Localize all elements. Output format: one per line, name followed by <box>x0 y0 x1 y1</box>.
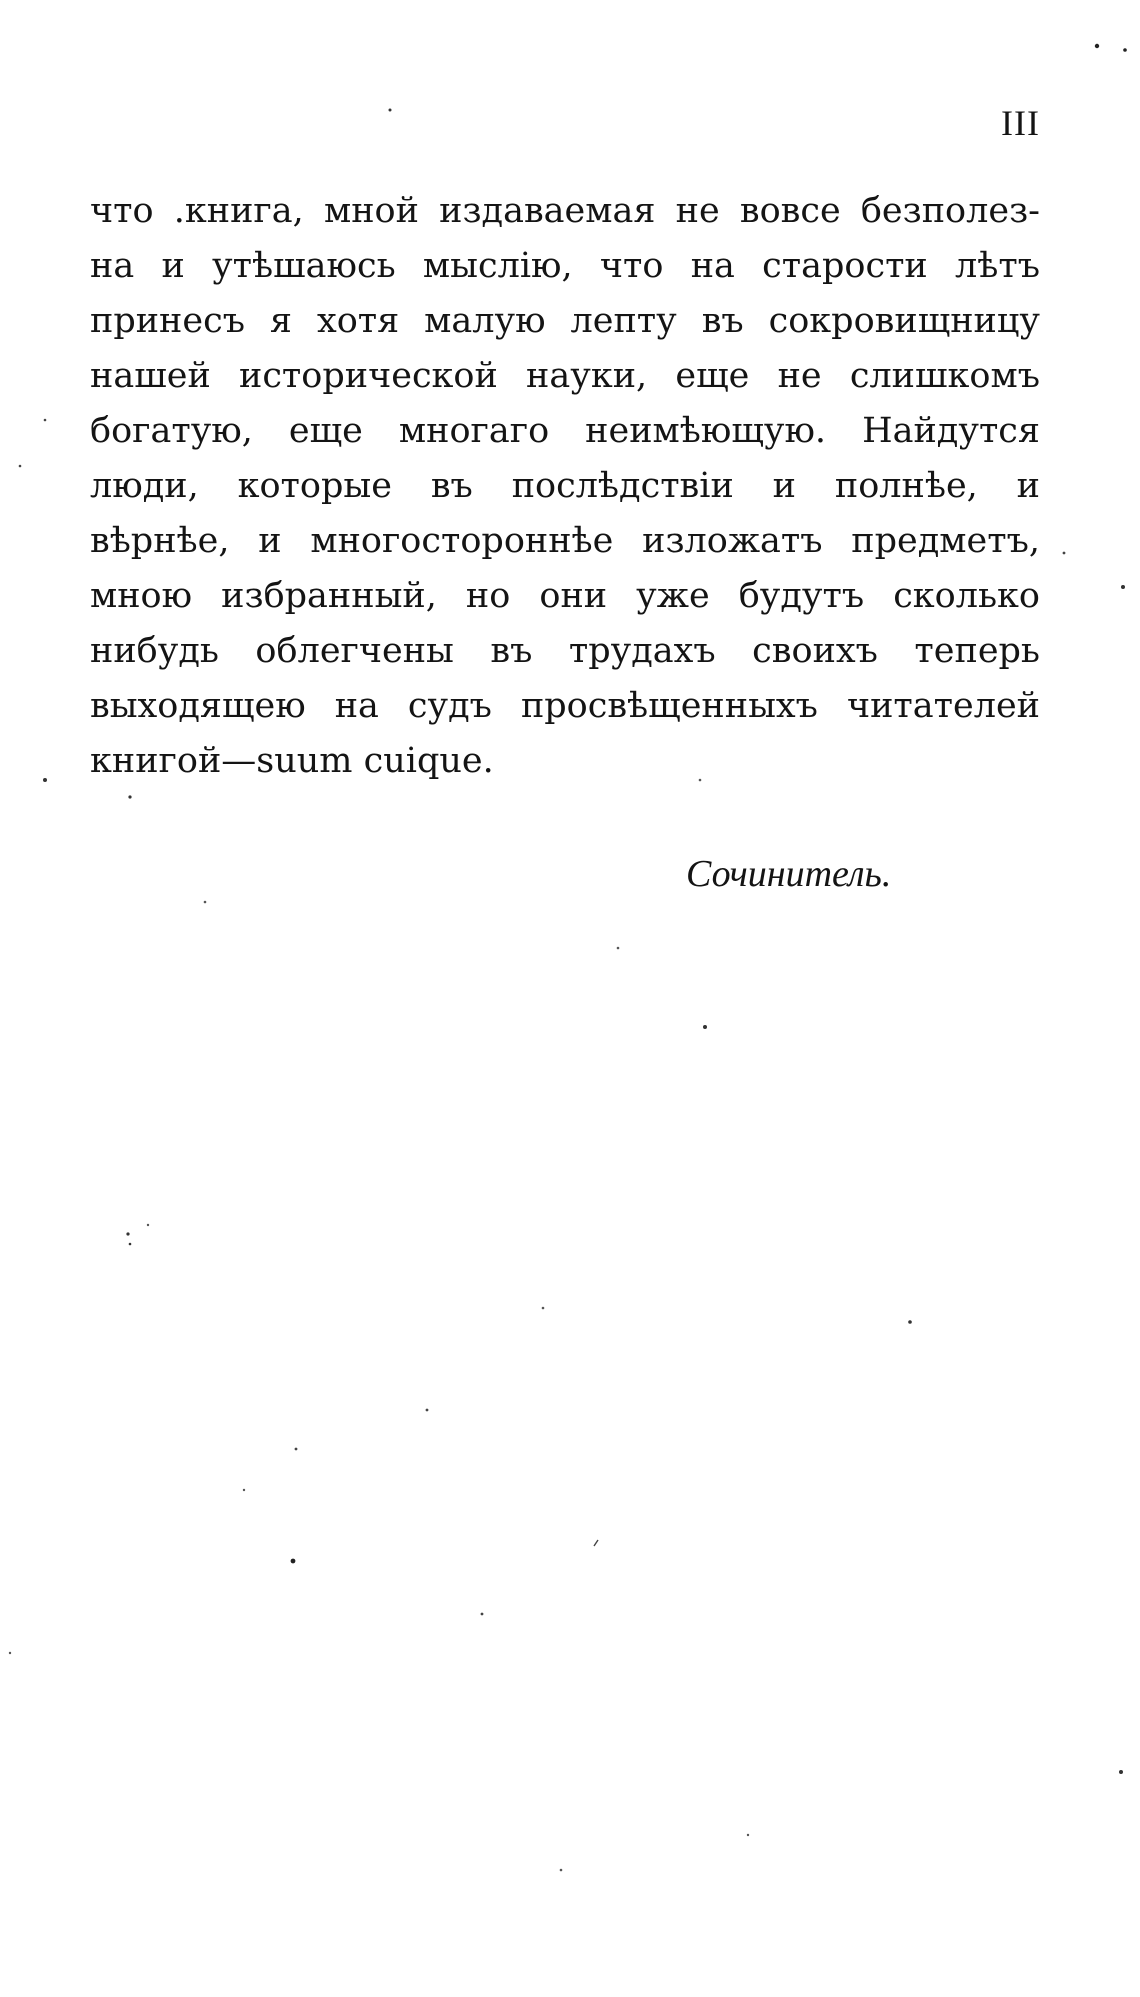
speck <box>560 1869 563 1872</box>
speck <box>204 901 207 904</box>
speck <box>9 1652 11 1654</box>
text-line-3: принесъ я хотя малую лепту въ сокровищницу <box>90 301 1040 341</box>
speck <box>542 1307 545 1310</box>
speck <box>128 795 131 798</box>
speck <box>44 419 47 422</box>
speck <box>19 465 22 468</box>
speck <box>481 1613 484 1616</box>
text-line-1: что .книга, мной издаваемая не вовсе безполез- <box>90 191 1040 231</box>
speck <box>126 1232 129 1235</box>
body-text <box>90 184 1040 789</box>
speck <box>1119 1770 1123 1774</box>
speck <box>1121 585 1125 589</box>
speck <box>426 1409 429 1412</box>
text-line-9: нибудь облегчены въ трудахъ своихъ теперь <box>90 631 1040 671</box>
speck <box>594 1540 598 1546</box>
text-line-5: богатую, еще многаго неимѣющую. Найдутся <box>90 411 1040 451</box>
speck <box>1123 48 1127 52</box>
text-line-4: нашей исторической науки, еще не слишкомъ <box>90 356 1040 396</box>
text-line-2: на и утѣшаюсь мыслію, что на старости лѣтъ <box>90 246 1040 286</box>
speck <box>908 1320 912 1324</box>
speck <box>243 1489 245 1491</box>
text-line-7: вѣрнѣе, и многостороннѣе изложатъ предметъ, <box>90 521 1040 561</box>
page-number: III <box>1001 103 1040 143</box>
speck <box>147 1224 149 1226</box>
speck <box>1095 44 1099 48</box>
author-signature: Сочинитель. <box>686 853 892 895</box>
text-line-8: мною избранный, но они уже будутъ сколько <box>90 576 1040 616</box>
speck <box>747 1834 749 1836</box>
speck <box>389 109 392 112</box>
speck <box>617 947 620 950</box>
speck <box>703 1025 707 1029</box>
text-line-6: люди, которые въ послѣдствіи и полнѣе, и <box>90 466 1040 506</box>
speck <box>295 1448 298 1451</box>
text-line-11: книгой—suum cuique. <box>90 741 494 781</box>
text-line-10: выходящею на судъ просвѣщенныхъ читателей <box>90 686 1040 726</box>
speck <box>291 1559 296 1564</box>
speck <box>43 778 47 782</box>
speck <box>1063 552 1066 555</box>
speck <box>129 1243 132 1246</box>
